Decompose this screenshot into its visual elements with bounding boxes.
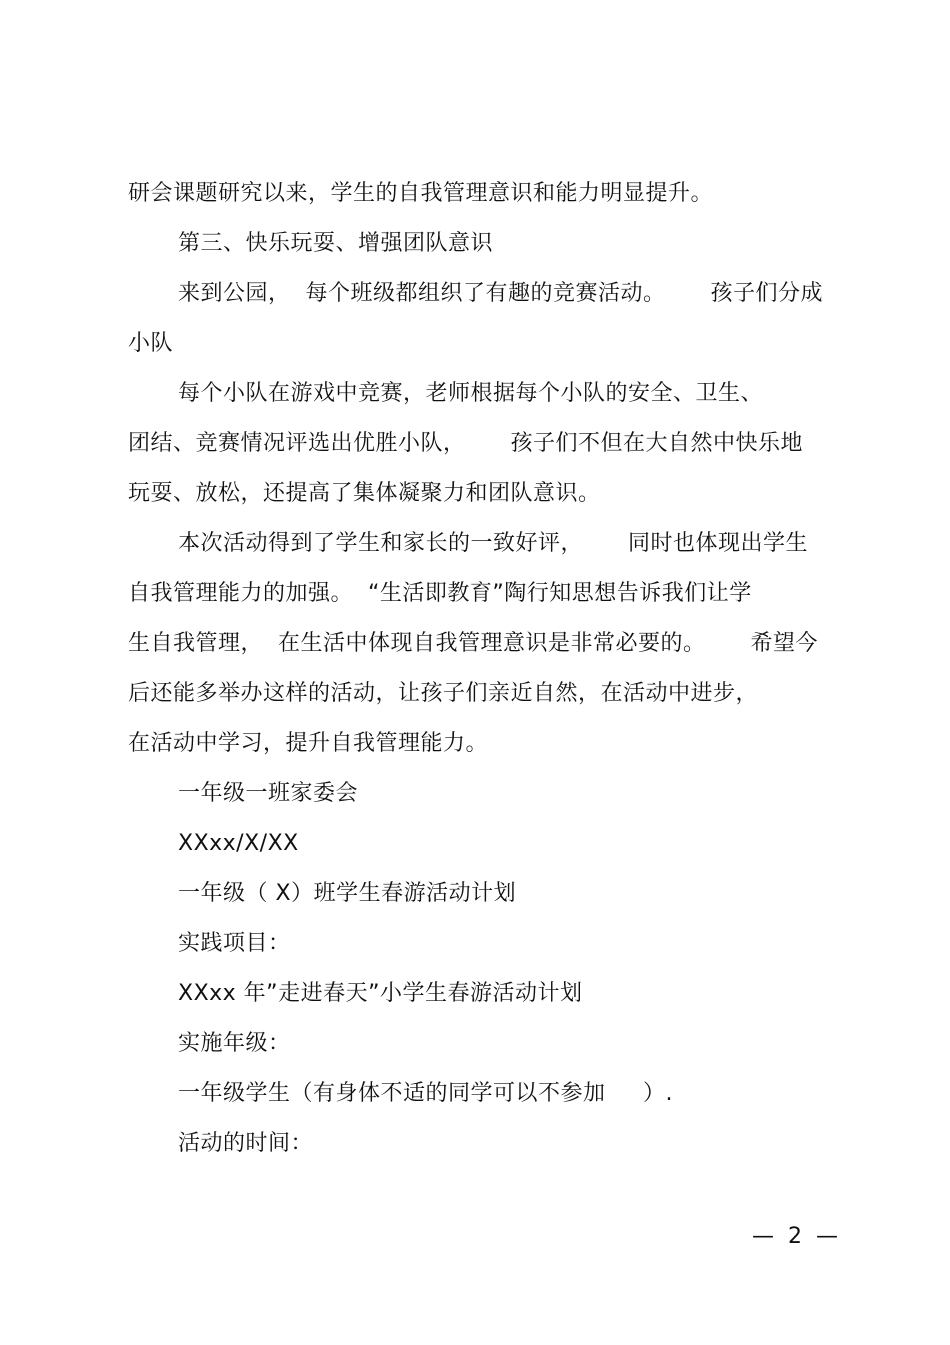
text-line: 自我管理能力的加强。 “生活即教育”陶行知思想告诉我们让学 [128, 581, 752, 606]
text-line: 每个小队在游戏中竞赛，老师根据每个小队的安全、卫生、 [178, 381, 764, 406]
field-label: 实践项目： [178, 931, 291, 956]
text-line: 来到公园， 每个班级都组织了有趣的竞赛活动。 孩子们分成 [178, 281, 823, 306]
date-line: XXxx/X/XX [178, 831, 299, 856]
text-line: 本次活动得到了学生和家长的一致好评， 同时也体现出学生 [178, 531, 808, 556]
field-label: 实施年级： [178, 1031, 291, 1056]
signature-line: 一年级一班家委会 [178, 781, 359, 806]
field-label: 活动的时间： [178, 1131, 314, 1156]
text-line: 后还能多举办这样的活动，让孩子们亲近自然，在活动中进步， [128, 681, 759, 706]
page-number: — 2 — [752, 1224, 838, 1249]
field-value: 一年级学生（有身体不适的同学可以不参加 ）. [178, 1081, 673, 1106]
text-line: 玩耍、放松，还提高了集体凝聚力和团队意识。 [128, 481, 601, 506]
plan-title: 一年级（ X）班学生春游活动计划 [178, 881, 517, 906]
text-line: 在活动中学习，提升自我管理能力。 [128, 731, 489, 756]
section-heading: 第三、快乐玩耍、增强团队意识 [178, 231, 494, 256]
text-line: 团结、竞赛情况评选出优胜小队， 孩子们不但在大自然中快乐地 [128, 431, 803, 456]
text-line: 研会课题研究以来，学生的自我管理意识和能力明显提升。 [128, 181, 714, 206]
text-line: 小队 [128, 331, 174, 356]
field-value: XXxx 年”走进春天”小学生春游活动计划 [178, 981, 583, 1006]
text-line: 生自我管理， 在生活中体现自我管理意识是非常必要的。 希望今 [128, 631, 818, 656]
